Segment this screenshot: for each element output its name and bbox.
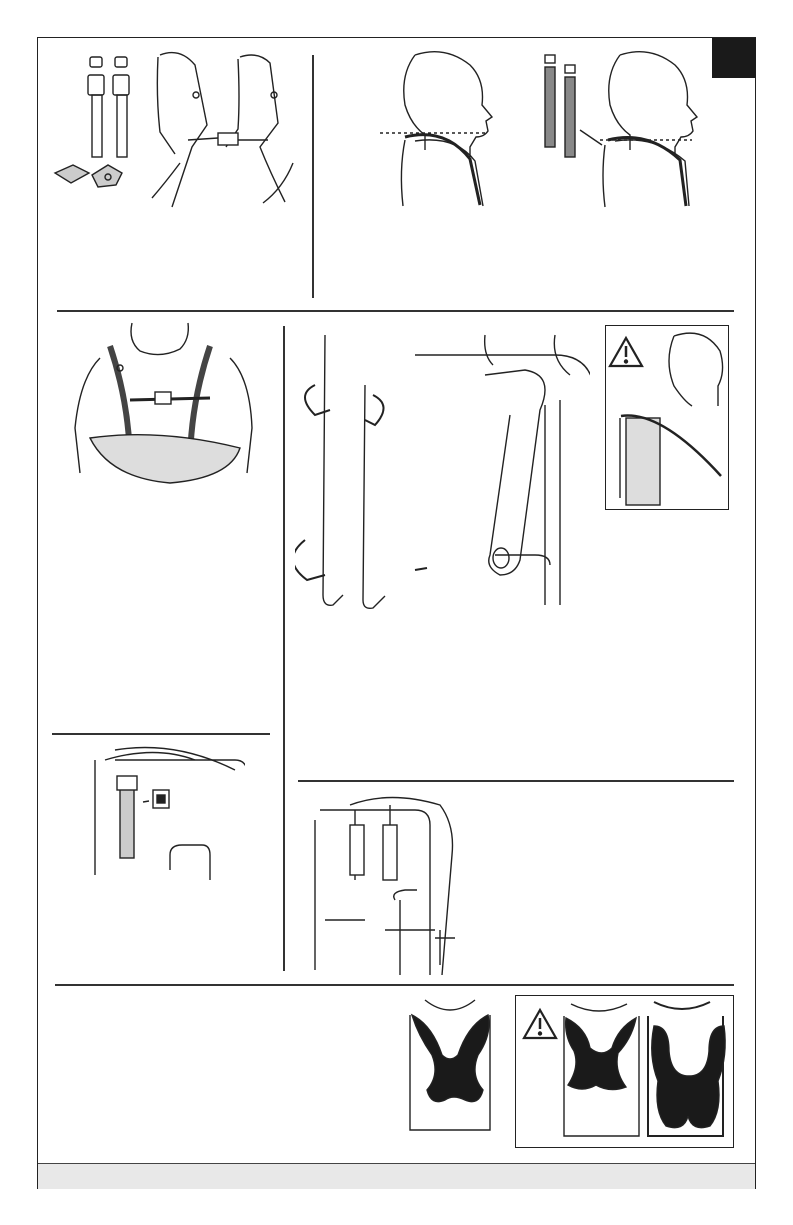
correct-harness-fit-illustration: [400, 995, 500, 1135]
left-subsection-divider: [52, 733, 270, 735]
warning-panel-shoulder: [605, 325, 729, 510]
section-divider-2: [55, 984, 734, 986]
person-wearing-harness-illustration: [70, 318, 260, 486]
shoulder-height-illustration-2: [530, 45, 705, 210]
strap-bracket-mount-illustration: [85, 740, 245, 880]
seat-back-strap-layout-illustration: [305, 790, 505, 975]
middle-vertical-divider: [283, 326, 285, 971]
section-divider-1: [57, 310, 734, 312]
warning-panel-incorrect-fit: [515, 995, 734, 1148]
strap-routing-steps-illustration: [295, 325, 590, 610]
right-subsection-divider: [298, 780, 734, 782]
top-vertical-divider: [312, 55, 314, 298]
page-corner-tab: [712, 38, 756, 78]
footer-bar: [38, 1163, 755, 1189]
warning-triangle-icon: [524, 1010, 556, 1038]
warning-triangle-icon: [610, 338, 642, 366]
shoulder-height-illustration-1: [375, 45, 495, 210]
harness-kit-parts-illustration: [50, 45, 300, 215]
